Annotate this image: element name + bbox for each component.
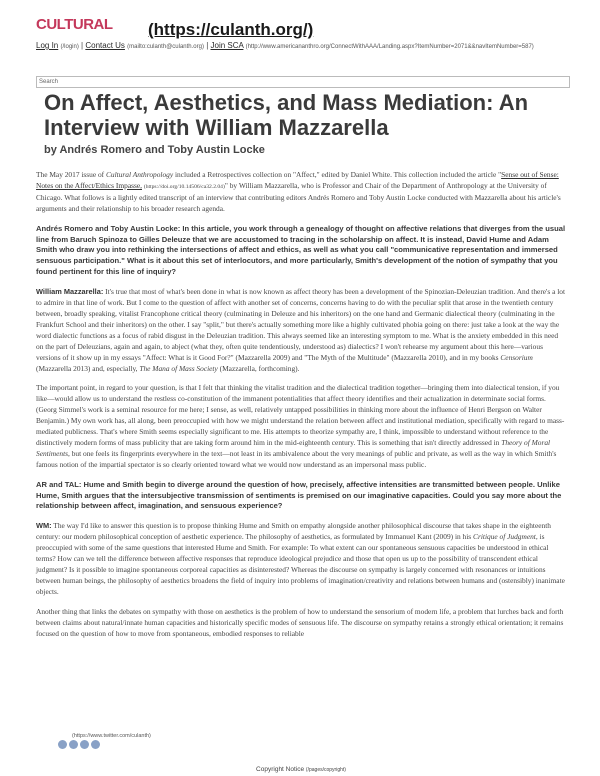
answer-text: (Mazzarella 2013) and, especially, xyxy=(36,363,140,373)
site-header xyxy=(36,6,576,38)
join-url: (http://www.americananthro.org/ConnectWithAAA/Landing.aspx?ItemNumber=2071&&navItemNumber=587) xyxy=(245,44,534,50)
answer-1-continued xyxy=(36,383,566,470)
article-link[interactable]: Sense out of Sense: Notes on the Affect/Ethics Impasse, xyxy=(36,170,559,190)
book-title: Critique of Judgment xyxy=(473,532,536,542)
answer-text: The important point, in regard to your question, is that I felt that thinking the vitalist tradition and the dialectical tradition together—bringing them into dialectical tension, if you like—would allow us to understand the restless co-constitution of the immanent potentialities that affect theory identifies and their actualization in determinate social forms. (Georg Simmel's work is a seminal resource for me here; I sense, as well, relatively untapped possibilities in thinking more about the influence of Henri Bergson on Walter Benjamin.) My own work has, all along, been preoccupied with how we might understand the relation between affect and institutional mediation, specifically with regard to mass-mediated publicness. That's where Smith seems especially significant to me. His attempts to theorize sympathy are, I think, impossible to understand without reference to the distinctively modern forms of mass publicity that are taking form around him in the mid-eighteenth century. This is something that isn't directly addressed in xyxy=(36,383,565,447)
login-url: (/login) xyxy=(60,44,79,50)
book-title: The Mana of Mass Society xyxy=(139,363,218,373)
site-logo[interactable]: CULTURAL xyxy=(36,16,113,33)
instagram-icon[interactable] xyxy=(80,740,89,749)
twitter-url[interactable]: (https://www.twitter.com/culanth) xyxy=(72,733,151,739)
answer-2-continued: Another thing that links the debates on sympathy with those on aesthetics is the problem of how to understand the sensorium of modern life, a problem that lurches back and forth between claims about natural/innate human capacities and historically specific modes of sensuous life. The discourse on sympathy retains a strongly ethical orientation; it remains focused on the question of how to move from spontaneous, embodied responses to reliable xyxy=(36,606,564,638)
intro-text: The May 2017 issue of xyxy=(36,170,106,179)
book-title: Censorium xyxy=(500,352,533,362)
intro-text: included a Retrospectives collection on "Affect," edited by Daniel White. This collection included the article " xyxy=(173,170,502,179)
login-link[interactable]: Log In xyxy=(36,41,59,50)
twitter-icon[interactable] xyxy=(69,740,78,749)
intro-text: " by William Mazzarella, who is Professor and Chair of the Department of Anthropology at the University of Chicago. What follows is a lightly edited transcript of an interview that contributing editors Andrés Romero and Toby Austin Locke conducted with Mazzarella about his article's arguments and their relationship to his broader research agenda. xyxy=(36,180,561,213)
copyright-url: (/pages/copyright) xyxy=(305,767,346,773)
answer-text: (Mazzarella, forthcoming). xyxy=(217,363,300,373)
speaker-label: WM: xyxy=(36,521,52,531)
utility-nav: Log In (/login) | Contact Us (mailto:culanth@culanth.org) | Join SCA (http://www.americananthro.org/ConnectWithAAA/Landing.aspx?ItemNumber=2071&&navItemNumber=587) xyxy=(36,41,534,50)
book-title: Theory of Moral Sentiments xyxy=(36,437,551,458)
copyright-link[interactable]: Copyright Notice xyxy=(256,766,305,773)
article-body xyxy=(36,170,566,648)
article-byline: by Andrés Romero and Toby Austin Locke xyxy=(44,144,265,156)
join-link[interactable]: Join SCA xyxy=(210,41,244,50)
site-home-link[interactable]: (https://culanth.org/) xyxy=(148,20,314,39)
rss-icon[interactable] xyxy=(91,740,100,749)
speaker-label: William Mazzarella: xyxy=(36,287,104,297)
answer-1 xyxy=(36,287,566,374)
contact-link[interactable]: Contact Us xyxy=(85,41,125,50)
journal-title: Cultural Anthropology xyxy=(106,170,174,179)
intro-paragraph xyxy=(36,170,566,215)
answer-text: It's true that most of what's been done in what is now known as affect theory has been a development of the Spinozian-Deleuzian tradition. And there's a lot to admire in that line of work. But I come to the question of affect with another set of concerns, concerns having to do with the peculiar split that arose in the twentieth century between, broadly speaking, vitalist Francophone critical theory (culminating in Deleuze and his inheritors) on the one hand and Germanic dialectical theory (culminating in the Frankfurt School and their inheritors) on the other. I say "split," but there's actually something more like a highly cultivated phobia going on there: just take a look at the way the word dialectic functions as a focus of rabid disgust in the Deleuzian tradition. This always seemed like an interesting symptom to me. What is the anxiety embedded in this need on the part of Deleuzians, again and again, to abject (what they, often quite tendentiously, understood as) dialectics? I won't rehearse my argument about this here—various versions of it show up in my essays "Affect: What is it Good For?" (Mazzarella 2009) and "The Myth of the Multitude" (Mazzarella 2010), and in my books xyxy=(36,287,566,362)
question-1: Andrés Romero and Toby Austin Locke: In this article, you work through a genealogy of thought on affective relations that diverges from the usual line from Baruch Spinoza to Gilles Deleuze that we are accustomed to tracing in the scholarship on affect. It is instead, David Hume and Adam Smith who draw you into rethinking the intersections of affect and ethics, as well as what you call "communicative representation and immersed sensuous participation." What is it about this set of interlocutors, and more particularly, Smith's development of the notion of sympathy that you found pertinent for this line of inquiry? xyxy=(36,223,566,277)
page-footer xyxy=(36,730,566,776)
facebook-icon[interactable] xyxy=(58,740,67,749)
search-input[interactable]: Search xyxy=(36,76,570,88)
question-2: AR and TAL: Hume and Smith begin to diverge around the question of how, precisely, affective intensities are transmitted between people. Unlike Hume, Smith argues that the intersubjective transmission of sentiments is premised on our imaginative capacities. Could you say more about the relationship between affect, imagination, and sensuous experience? xyxy=(36,479,562,511)
answer-2 xyxy=(36,521,566,597)
copyright-notice xyxy=(36,766,566,773)
answer-text: The way I'd like to answer this question is to propose thinking Hume and Smith on empathy alongside another philosophical discourse that takes shape in the eighteenth century: our modern philosophical conception of aesthetic experience. The philosophy of aesthetics, as formulated by Immanuel Kant (2009) in his xyxy=(36,521,551,542)
article-title: On Affect, Aesthetics, and Mass Mediation: An Interview with William Mazzarella xyxy=(44,90,529,140)
contact-url: (mailto:culanth@culanth.org) xyxy=(127,44,204,50)
article-doi: (https://doi.org/10.14506/ca32.2.04) xyxy=(143,183,225,190)
answer-text: , is preoccupied with some of the same questions that interested Hume and Smith. For example: To what extent can our spontaneous sensuous capacities be understood in ethical terms? How can we tell the difference between affective responses that reproduce ideological prejudice and those that open us up to the possibility of transcendent ethical judgment? Is it possible to imagine spontaneous corporeal capacities as disinterested? Whereas the discourse on sympathy is largely concerned with resonances or intuitions between human beings, the philosophy of aesthetics broadens the field of inquiry into problems of imagination/creativity and relations between humans and (ostensibly) inanimate objects. xyxy=(36,532,565,596)
answer-text: , but one feels its fingerprints everywhere in the text—not least in its ambivalence about the very meanings of public and private, as well as the way in which Smith's famous notion of the impartial spectator is so clearly oriented toward what we would now understand as an impersonal mass public. xyxy=(36,448,557,469)
